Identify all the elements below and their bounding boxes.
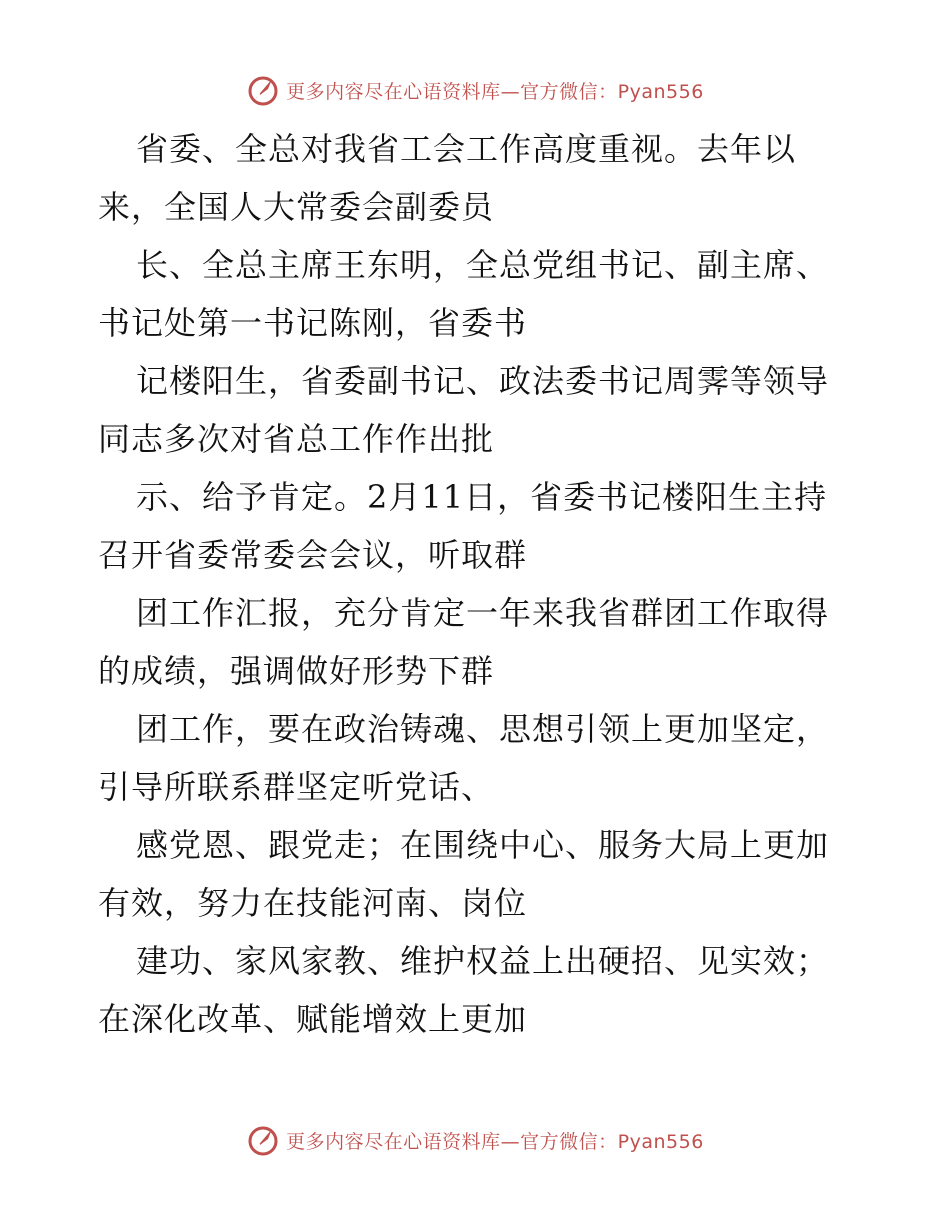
text-line: 的成绩，强调做好形势下群	[98, 652, 495, 690]
text-line: 在深化改革、赋能增效上更加	[98, 1000, 528, 1038]
footer-banner	[0, 1120, 950, 1160]
banner-text: 更多内容尽在心语资料库—官方微信：Pyan556	[286, 80, 704, 103]
text-line: 书记处第一书记陈刚，省委书	[98, 304, 528, 342]
text-line: 召开省委常委会会议，听取群	[98, 536, 528, 574]
text-line: 长、全总主席王东明，全总党组书记、副主席、	[136, 246, 830, 284]
quill-logo-icon	[246, 73, 280, 107]
text-line: 建功、家风家教、维护权益上出硬招、见实效；	[136, 942, 830, 980]
text-line: 同志多次对省总工作作出批	[98, 420, 495, 458]
document-body	[98, 120, 878, 1048]
text-line: 感党恩、跟党走；在围绕中心、服务大局上更加	[136, 826, 830, 864]
banner-text: 更多内容尽在心语资料库—官方微信：Pyan556	[286, 1130, 704, 1153]
text-line: 引导所联系群坚定听党话、	[98, 768, 495, 806]
text-line: 省委、全总对我省工会工作高度重视。去年以	[136, 130, 797, 168]
text-line: 团工作，要在政治铸魂、思想引领上更加坚定，	[136, 710, 830, 748]
text-line: 示、给予肯定。2月11日，省委书记楼阳生主持	[136, 478, 828, 516]
text-line: 来，全国人大常委会副委员	[98, 188, 495, 226]
quill-logo-icon	[246, 1123, 280, 1157]
text-line: 团工作汇报，充分肯定一年来我省群团工作取得	[136, 594, 830, 632]
text-line: 记楼阳生，省委副书记、政法委书记周霁等领导	[136, 362, 830, 400]
text-line: 有效，努力在技能河南、岗位	[98, 884, 528, 922]
header-banner	[0, 70, 950, 110]
